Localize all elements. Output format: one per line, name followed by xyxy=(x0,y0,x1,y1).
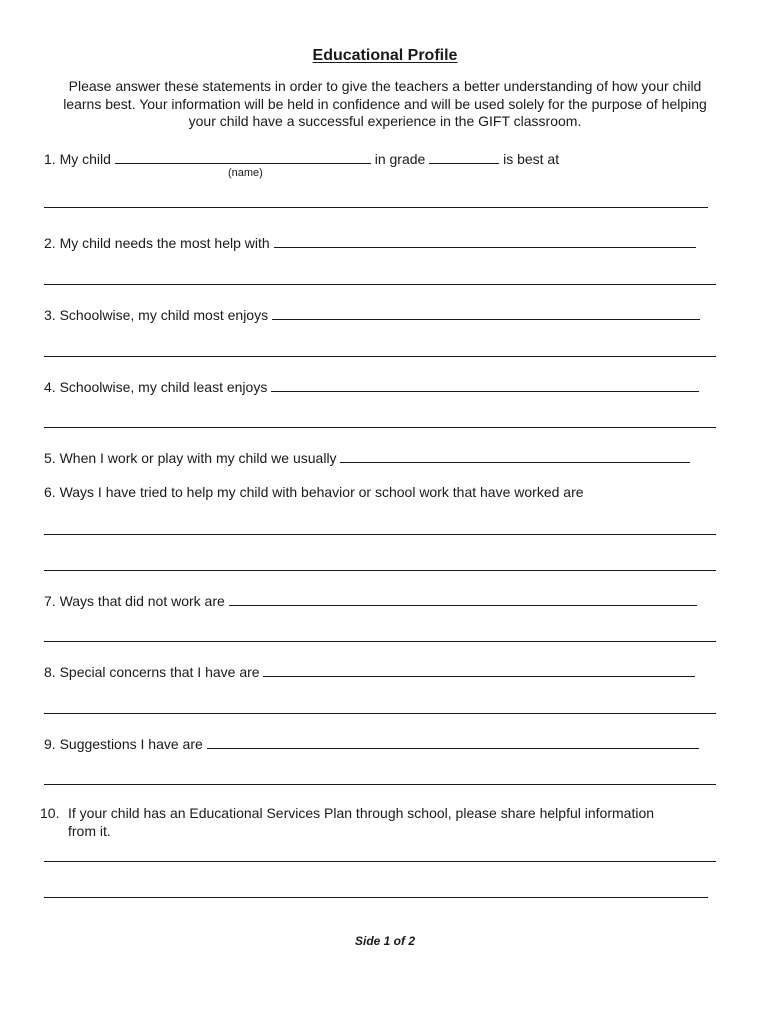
answer-line-2[interactable] xyxy=(44,284,716,285)
question-6 xyxy=(44,484,584,501)
answer-line-3[interactable] xyxy=(44,356,716,357)
answer-field-8[interactable] xyxy=(263,662,695,677)
page-title: Educational Profile xyxy=(312,47,458,64)
question-1-suffix: is best at xyxy=(503,151,560,167)
page-indicator: Side 1 of 2 xyxy=(354,934,416,948)
answer-line-10a[interactable] xyxy=(44,861,716,862)
answer-line-8[interactable] xyxy=(44,713,716,714)
answer-line-7[interactable] xyxy=(44,641,716,642)
question-6-label: 6. Ways I have tried to help my child with behavior or school work that have worked are xyxy=(44,484,584,500)
question-1 xyxy=(44,149,559,168)
question-3-label: 3. Schoolwise, my child most enjoys xyxy=(44,307,269,323)
question-4-label: 4. Schoolwise, my child least enjoys xyxy=(44,379,268,395)
grade-field[interactable] xyxy=(429,149,499,164)
answer-line-10b[interactable] xyxy=(44,897,708,898)
question-10-line-2: from it. xyxy=(68,823,111,839)
intro-paragraph: Please answer these statements in order to give the teachers a better understanding of how your child learns best. Your information will be held in confidence and will be used solely for the purpose of helping your child have a successful experience in the GIFT classroom. xyxy=(63,78,707,129)
question-2-label: 2. My child needs the most help with xyxy=(44,235,270,251)
answer-line-4[interactable] xyxy=(44,427,716,428)
question-5-label: 5. When I work or play with my child we usually xyxy=(44,450,337,466)
answer-field-2[interactable] xyxy=(274,233,696,248)
question-5 xyxy=(44,448,690,467)
question-9-label: 9. Suggestions I have are xyxy=(44,736,203,752)
answer-line-6a[interactable] xyxy=(44,534,716,535)
question-10-line-1: If your child has an Educational Services Plan through school, please share helpful information xyxy=(68,805,655,821)
answer-line-9[interactable] xyxy=(44,784,716,785)
question-7-label: 7. Ways that did not work are xyxy=(44,593,225,609)
question-8-label: 8. Special concerns that I have are xyxy=(44,664,260,680)
answer-field-7[interactable] xyxy=(229,591,697,606)
question-8 xyxy=(44,662,695,681)
question-1-middle: in grade xyxy=(374,151,426,167)
answer-field-3[interactable] xyxy=(272,305,700,320)
question-2 xyxy=(44,233,696,252)
question-4 xyxy=(44,377,699,396)
answer-line-1[interactable] xyxy=(44,207,708,208)
answer-line-6b[interactable] xyxy=(44,570,716,571)
question-7 xyxy=(44,591,697,610)
child-name-field[interactable] xyxy=(115,149,371,164)
question-1-prefix: 1. My child xyxy=(44,151,111,167)
answer-field-4[interactable] xyxy=(271,377,699,392)
answer-field-9[interactable] xyxy=(207,734,699,749)
question-3 xyxy=(44,305,700,324)
question-10-number: 10. xyxy=(40,805,60,821)
answer-field-5[interactable] xyxy=(340,448,690,463)
question-9 xyxy=(44,734,699,753)
name-caption: (name) xyxy=(228,167,263,179)
